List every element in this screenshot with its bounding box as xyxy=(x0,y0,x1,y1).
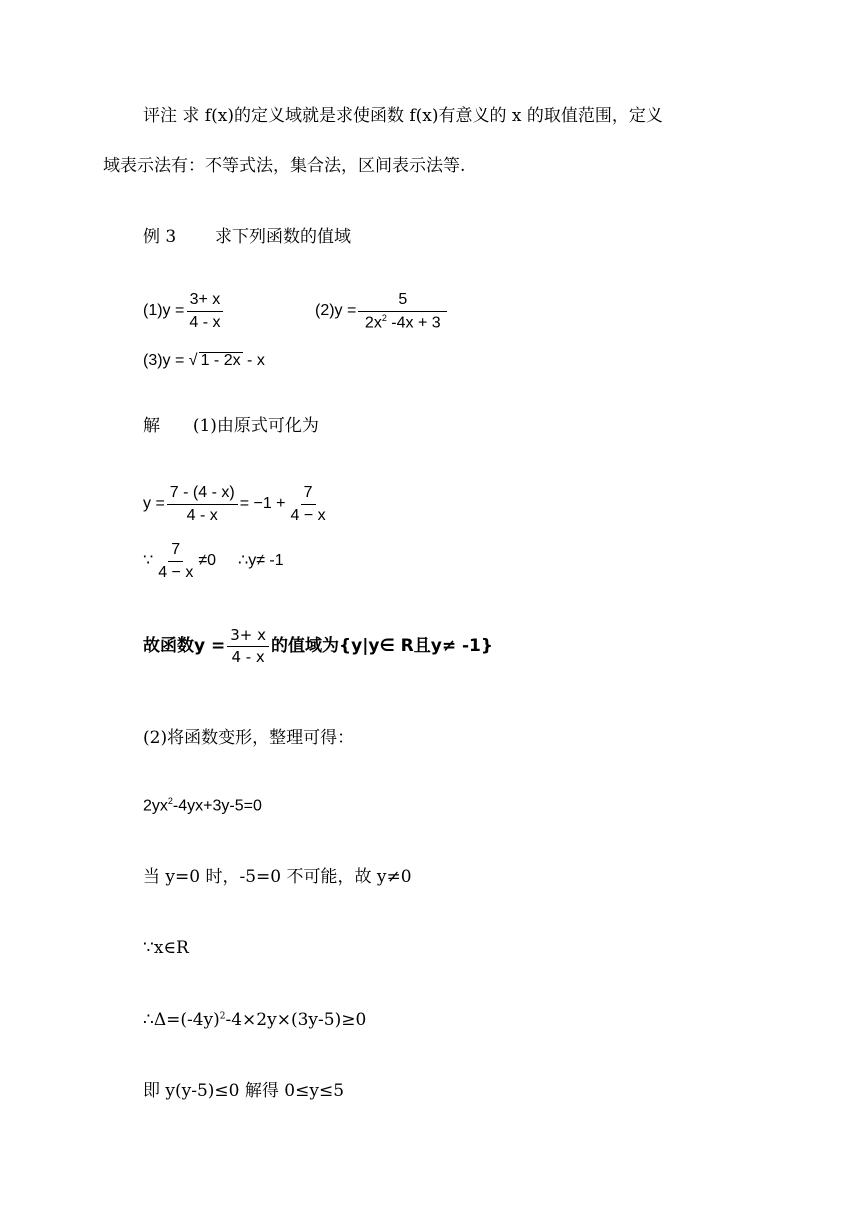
problem-2-fraction xyxy=(358,291,447,332)
commentary-line-1: 评注 求 f(x)的定义域就是求使函数 f(x)有意义的 x 的取值范围，定义 xyxy=(143,106,663,126)
eq1-mid: = −1 + xyxy=(239,495,286,513)
eq1-fraction-1: $\frac{7 - (4 - x)}{4 - x}$ xyxy=(167,484,238,524)
y-zero-line: 当 y=0 时，-5=0 不可能，故 y≠0 xyxy=(143,867,412,887)
commentary-line-2: 域表示法有：不等式法，集合法，区间表示法等. xyxy=(103,156,466,176)
problem-3 xyxy=(143,352,265,369)
eq2-therefore: ∴y≠ -1 xyxy=(238,552,284,570)
conclusion-1 xyxy=(143,627,493,665)
eq2-fraction: $\frac{7}{4 - x}$ xyxy=(158,541,194,581)
solution-intro: (1)由原式可化为 xyxy=(192,416,319,436)
eq1-fraction-2: $\frac{7}{4 - x}$ xyxy=(290,484,326,524)
problem-1-denominator: 4 - x xyxy=(189,313,221,331)
part-2-intro: (2)将函数变形，整理可得： xyxy=(143,728,355,748)
problem-3-suffix: - x xyxy=(242,352,265,369)
problem-1-prefix: (1)y = xyxy=(143,302,185,320)
final-line: 即 y(y-5)≤0 解得 0≤y≤5 xyxy=(143,1081,345,1101)
equation-1 xyxy=(143,484,331,524)
sqrt-symbol: √ xyxy=(188,352,198,369)
problem-3-radicand: 1 - 2x xyxy=(200,352,241,369)
x-in-r-line: ∵x∈R xyxy=(143,938,189,958)
eq1-prefix: y = xyxy=(143,495,165,513)
problem-3-prefix: (3)y = xyxy=(143,352,185,369)
conclusion-suffix: 的值域为{y|y∈ R且y≠ -1} xyxy=(271,635,493,656)
because-symbol: ∵ xyxy=(143,552,154,570)
problem-1 xyxy=(143,291,225,331)
solution-heading xyxy=(143,418,319,435)
problem-2-denominator: $2x^2$ -4x + 3 xyxy=(364,312,441,331)
eq2-neq: ≠0 xyxy=(198,552,217,570)
problem-2-numerator: 5 xyxy=(358,291,447,312)
equation-2 xyxy=(143,541,284,581)
example-text: 求下列函数的值域 xyxy=(215,227,352,247)
solution-label: 解 xyxy=(143,416,160,436)
example-label: 例 3 xyxy=(143,227,177,247)
conclusion-fraction: $\frac{3+ x}{4 - x}$ xyxy=(227,627,269,665)
problem-1-numerator: 3+ x xyxy=(187,291,224,312)
problem-2-prefix: (2)y = xyxy=(315,302,357,320)
conclusion-prefix: 故函数y = xyxy=(143,635,226,656)
problem-2 xyxy=(315,291,449,332)
equation-3: $2yx^2-4yx+3y-5=0$ xyxy=(143,796,262,815)
example-3-heading xyxy=(143,229,351,246)
problem-1-fraction xyxy=(186,291,223,331)
delta-line: $\therefore\Delta=(-4y)^2-4\times 2y\times(3y-5)\ge 0$ xyxy=(143,1010,367,1030)
